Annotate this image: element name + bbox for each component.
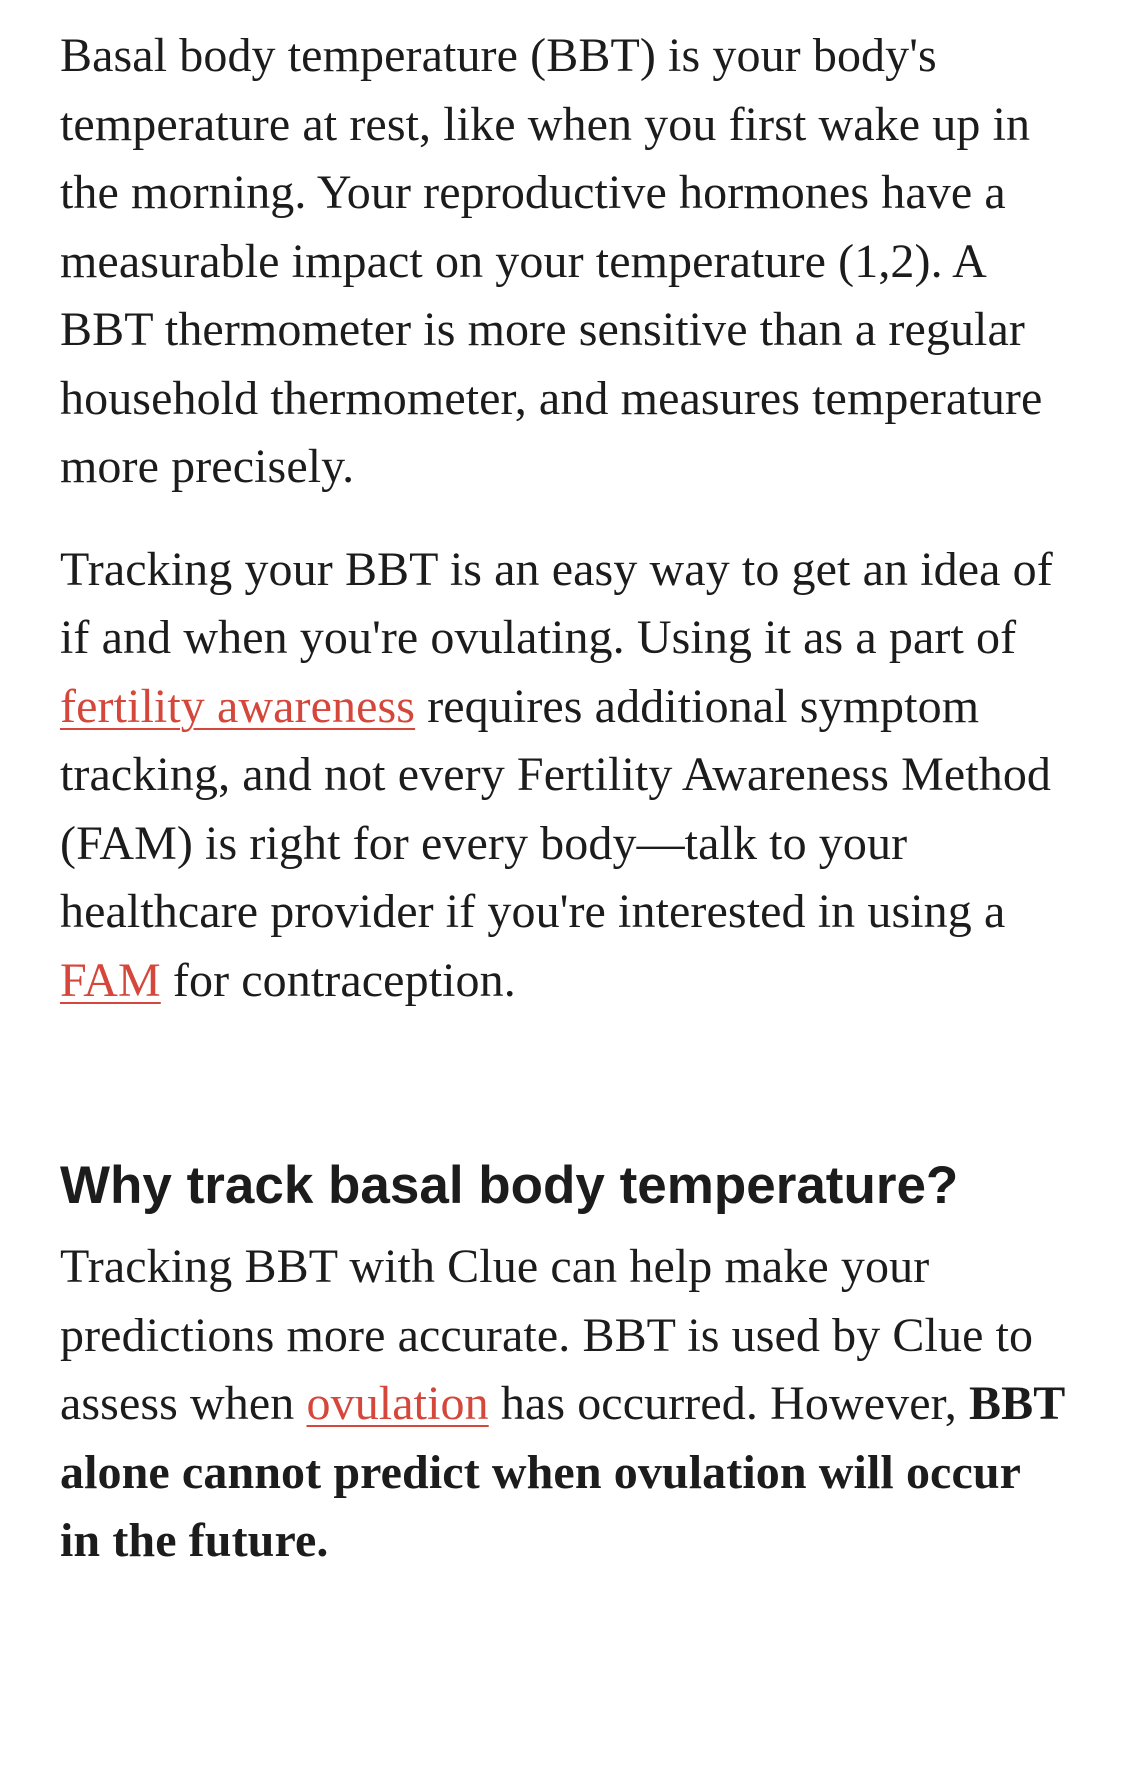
fertility-awareness-link[interactable]: fertility awareness (60, 679, 416, 733)
why-track-paragraph (60, 1233, 1070, 1576)
paragraph-text: Tracking your BBT is an easy way to get an idea of if and when you're ovulating. Using it as a part of (60, 542, 1053, 664)
paragraph-text: for contraception. (160, 953, 516, 1007)
article-body (60, 22, 1070, 1576)
intro-paragraph: Basal body temperature (BBT) is your body's temperature at rest, like when you first wake up in the morning. Your reproductive hormones have a measurable impact on your temperature (1,2). A BBT thermometer is more sensitive than a regular household thermometer, and measures temperature more precisely. (60, 29, 1043, 493)
section-heading: Why track basal body temperature? (60, 1156, 959, 1215)
bold-statement: BBT alone cannot predict when ovulation will occur in the future. (60, 1377, 1065, 1567)
paragraph-text: requires additional symptom tracking, and not every Fertility Awareness Method (FAM) is right for every body—talk to your healthcare provider if you're interested in using a (60, 679, 1052, 938)
paragraph-text: Tracking BBT with Clue can help make your predictions more accurate. BBT is used by Clue to assess when (60, 1240, 1034, 1430)
ovulation-link[interactable]: ovulation (306, 1377, 489, 1430)
bbt-tracking-paragraph (60, 536, 1070, 1016)
paragraph-text: has occurred. However, (488, 1377, 969, 1430)
fam-link[interactable]: FAM (60, 953, 161, 1007)
